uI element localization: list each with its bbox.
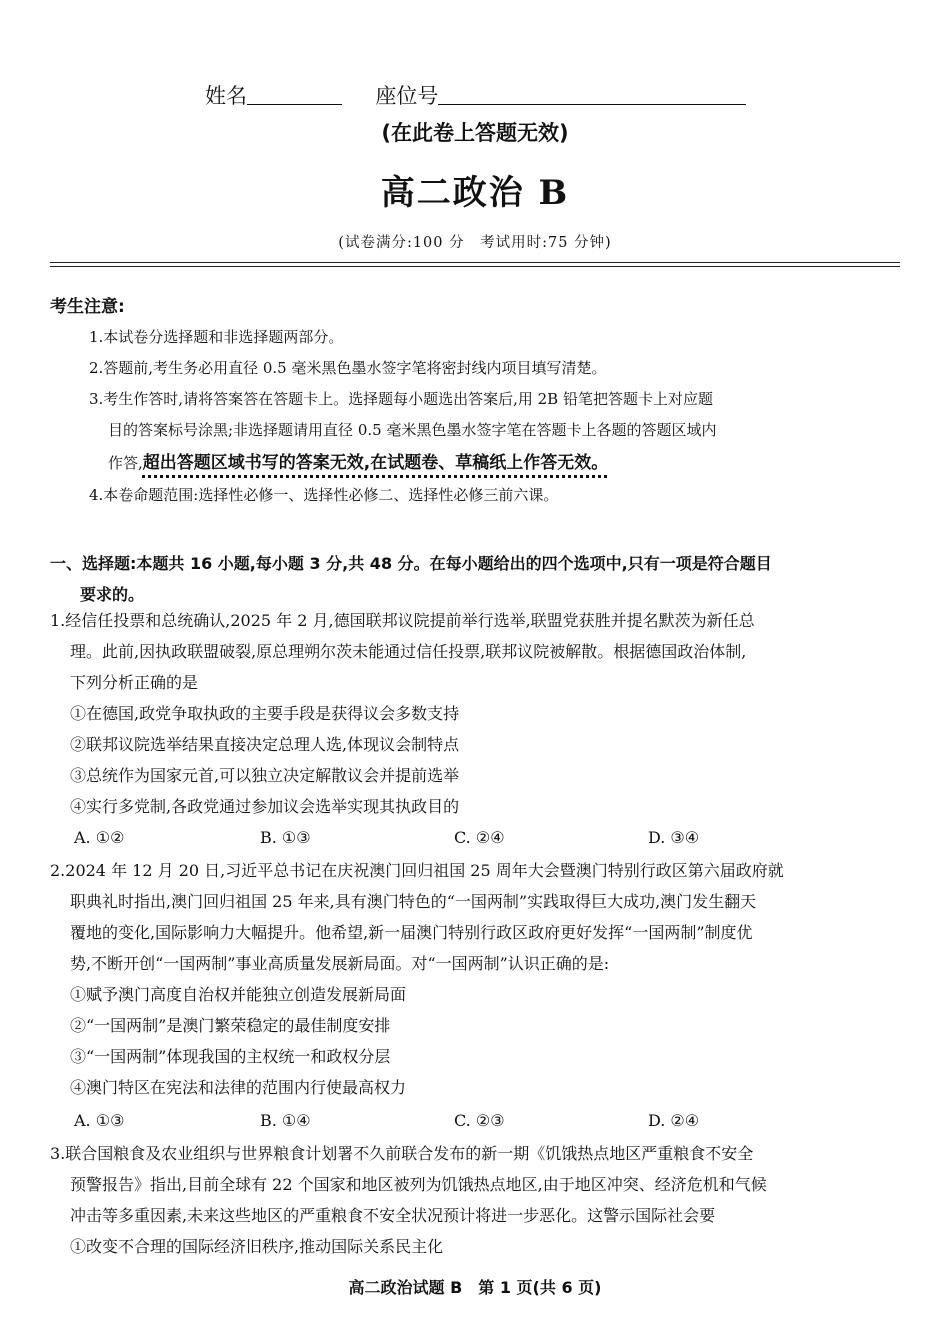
choice-c[interactable]: C. ②④ — [454, 828, 505, 847]
question-3-line-2: 预警报告》指出,目前全球有 22 个国家和地区被列为饥饿热点地区,由于地区冲突、经济危机和气候 — [70, 1175, 767, 1194]
page-title: 高二政治 B — [380, 173, 570, 213]
choice-b[interactable]: B. ①③ — [260, 828, 311, 847]
question-1-choices — [70, 822, 870, 853]
note-item-4: 4.本卷命题范围:选择性必修一、选择性必修二、选择性必修三前六课。 — [89, 486, 559, 504]
section-heading-line-1: 一、选择题:本题共 16 小题,每小题 3 分,共 48 分。在每小题给出的四个选项中,只有一项是符合题目 — [50, 554, 772, 573]
choice-a[interactable]: A. ①③ — [74, 1111, 125, 1130]
question-1-line-3: 下列分析正确的是 — [70, 673, 199, 692]
question-2-statement-3: ③“一国两制”体现我国的主权统一和政权分层 — [70, 1047, 391, 1066]
question-3-statement-1: ①改变不合理的国际经济旧秩序,推动国际关系民主化 — [70, 1237, 444, 1256]
notes-heading: 考生注意: — [50, 297, 125, 317]
section-heading — [50, 548, 902, 610]
question-2 — [50, 855, 902, 1103]
question-1-line-1: 1.经信任投票和总统确认,2025 年 2 月,德国联邦议院提前举行选举,联盟党获胜并提名默茨为新任总 — [50, 611, 755, 630]
page-footer: 高二政治试题 B 第 1 页(共 6 页) — [348, 1278, 602, 1297]
question-3-line-1: 3.联合国粮食及农业组织与世界粮食计划署不久前联合发布的新一期《饥饿热点地区严重粮食不安全 — [50, 1144, 754, 1163]
section-heading-line-2: 要求的。 — [80, 585, 145, 604]
question-2-statement-1: ①赋予澳门高度自治权并能独立创造发展新局面 — [70, 985, 407, 1004]
name-label: 姓名 — [205, 84, 247, 108]
divider-bottom — [50, 266, 900, 267]
choice-b[interactable]: B. ①④ — [260, 1111, 311, 1130]
note-item-3-prefix: 作答, — [108, 454, 143, 472]
note-item-3: 3.考生作答时,请将答案答在答题卡上。选择题每小题选出答案后,用 2B 铅笔把答题卡上对应题 — [89, 390, 713, 408]
choice-c[interactable]: C. ②③ — [454, 1111, 505, 1130]
seat-blank[interactable] — [438, 82, 746, 105]
exam-info: (试卷满分:100 分 考试用时:75 分钟) — [338, 235, 612, 251]
choice-d[interactable]: D. ③④ — [648, 828, 700, 847]
question-2-line-2: 职典礼时指出,澳门回归祖国 25 年来,具有澳门特色的“一国两制”实践取得巨大成功,澳门发生翻天 — [70, 892, 757, 911]
seat-label: 座位号 — [375, 84, 439, 108]
question-1-line-2: 理。此前,因执政联盟破裂,原总理朔尔茨未能通过信任投票,联邦议院被解散。根据德国政治体制, — [70, 642, 747, 661]
question-2-line-1: 2.2024 年 12 月 20 日,习近平总书记在庆祝澳门回归祖国 25 周年大会暨澳门特别行政区第六届政府就 — [50, 861, 784, 880]
question-1-statement-3: ③总统作为国家元首,可以独立决定解散议会并提前选举 — [70, 766, 460, 785]
note-item-1: 1.本试卷分选择题和非选择题两部分。 — [89, 328, 344, 346]
note-item-3-line-3 — [108, 448, 901, 479]
candidate-info-line — [205, 80, 746, 110]
question-1-statement-1: ①在德国,政党争取执政的主要手段是获得议会多数支持 — [70, 704, 460, 723]
question-1 — [50, 605, 902, 822]
divider-top — [50, 262, 900, 263]
question-2-choices — [70, 1105, 870, 1136]
question-1-statement-4: ④实行多党制,各政党通过参加议会选举实现其执政目的 — [70, 797, 460, 816]
note-emphasis: 超出答题区域书写的答案无效,在试题卷、草稿纸上作答无效。 — [142, 453, 609, 473]
note-item-2: 2.答题前,考生务必用直径 0.5 毫米黑色墨水签字笔将密封线内项目填写清楚。 — [89, 359, 607, 377]
question-3-line-3: 冲击等多重因素,未来这些地区的严重粮食不安全状况预计将进一步恶化。这警示国际社会要 — [70, 1206, 716, 1225]
question-3 — [50, 1138, 902, 1262]
choice-a[interactable]: A. ①② — [74, 828, 125, 847]
question-2-statement-2: ②“一国两制”是澳门繁荣稳定的最佳制度安排 — [70, 1016, 391, 1035]
question-2-line-3: 覆地的变化,国际影响力大幅提升。他希望,新一届澳门特别行政区政府更好发挥“一国两制”制度优 — [70, 923, 753, 942]
question-1-statement-2: ②联邦议院选举结果直接决定总理人选,体现议会制特点 — [70, 735, 460, 754]
choice-d[interactable]: D. ②④ — [648, 1111, 700, 1130]
question-2-statement-4: ④澳门特区在宪法和法律的范围内行使最高权力 — [70, 1078, 407, 1097]
name-blank[interactable] — [247, 82, 342, 105]
question-2-line-4: 势,不断开创“一国两制”事业高质量发展新局面。对“一国两制”认识正确的是: — [70, 954, 610, 973]
invalid-answer-notice: (在此卷上答题无效) — [381, 121, 569, 145]
note-item-3-line-2: 目的答案标号涂黑;非选择题请用直径 0.5 毫米黑色墨水签字笔在答题卡上各题的答题区域内 — [108, 421, 717, 439]
